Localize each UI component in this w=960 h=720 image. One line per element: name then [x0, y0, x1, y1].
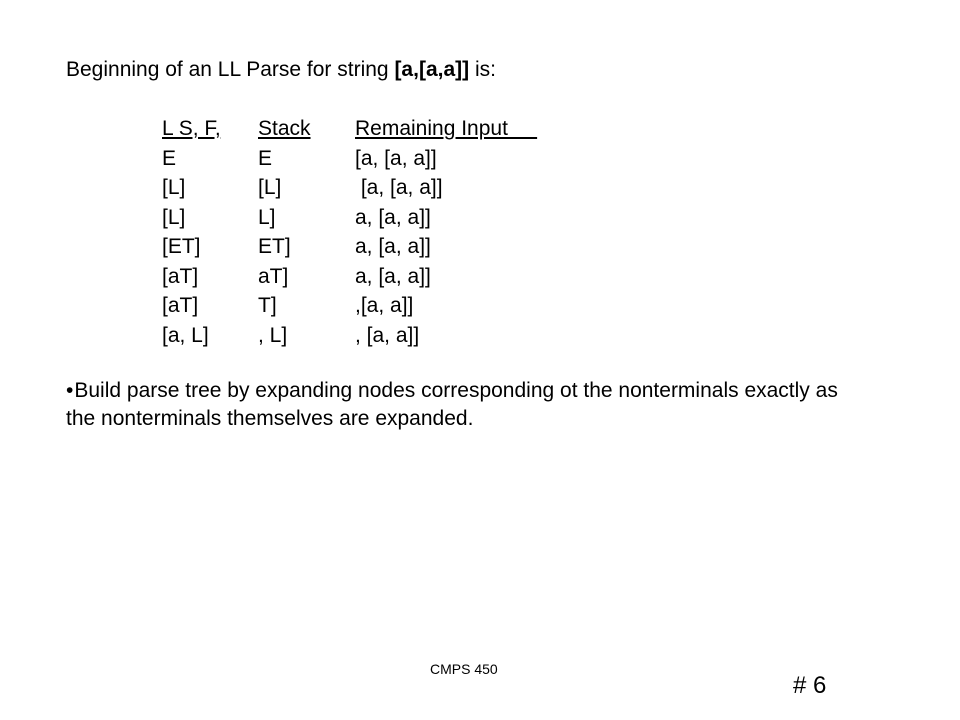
cell-remaining-input: a, [a, a]]: [355, 205, 431, 229]
slide-title: [66, 56, 496, 84]
cell-stack: T]: [258, 294, 277, 317]
slide-number: # 6: [793, 672, 827, 699]
table-row: [162, 262, 595, 292]
table-row: [162, 144, 595, 174]
header-lsf: L S, F,: [162, 117, 221, 140]
cell-lsf: [L]: [162, 205, 186, 229]
title-prefix: Beginning of an LL Parse for string: [66, 58, 395, 81]
title-string: [a,[a,a]]: [394, 58, 470, 81]
parse-table-header-row: [162, 114, 595, 144]
cell-remaining-input: [a, [a, a]]: [355, 176, 443, 199]
table-row: [162, 321, 595, 351]
cell-stack: ET]: [258, 235, 291, 258]
table-row: [162, 232, 595, 262]
header-remaining-input: Remaining Input: [355, 117, 538, 140]
cell-lsf: [aT]: [162, 264, 199, 288]
cell-stack: L]: [258, 205, 276, 229]
bullet-icon: •: [66, 379, 74, 402]
bullet-note: [66, 377, 866, 433]
title-suffix: is:: [469, 58, 496, 81]
cell-lsf: E: [162, 146, 177, 170]
cell-lsf: [ET]: [162, 235, 201, 258]
table-row: [162, 173, 595, 203]
parse-table: [162, 114, 595, 350]
cell-remaining-input: a, [a, a]]: [355, 235, 431, 258]
cell-stack: E: [258, 146, 273, 170]
cell-remaining-input: [a, [a, a]]: [355, 146, 437, 170]
cell-lsf: [a, L]: [162, 323, 209, 347]
table-row: [162, 203, 595, 233]
cell-lsf: [aT]: [162, 294, 199, 317]
footer-course: CMPS 450: [430, 661, 498, 677]
cell-lsf: [L]: [162, 176, 186, 199]
table-row: [162, 291, 595, 321]
cell-stack: [L]: [258, 176, 282, 199]
cell-remaining-input: ,[a, a]]: [355, 294, 414, 317]
cell-stack: , L]: [258, 323, 288, 347]
note-text: Build parse tree by expanding nodes corresponding ot the nonterminals exactly as the nonterminals themselves are expanded.: [66, 379, 838, 430]
cell-remaining-input: a, [a, a]]: [355, 264, 431, 288]
cell-remaining-input: , [a, a]]: [355, 323, 420, 347]
header-stack: Stack: [258, 117, 311, 140]
cell-stack: aT]: [258, 264, 289, 288]
